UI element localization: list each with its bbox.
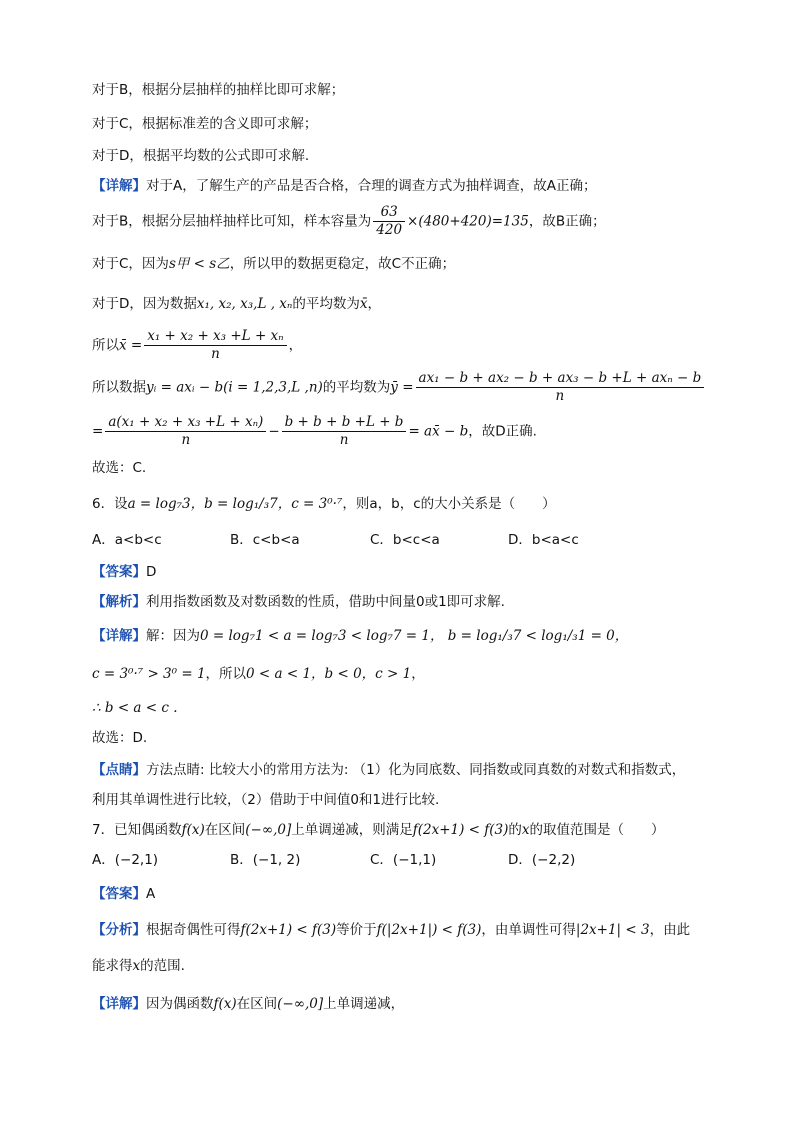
- math: f(|2x+1|) < f(3): [376, 922, 482, 938]
- text: 解：因为: [146, 628, 200, 644]
- math: =: [92, 423, 104, 440]
- math: ×(480+420)=135: [407, 213, 529, 230]
- text: 故选：C.: [92, 460, 147, 476]
- denominator: 420: [376, 222, 403, 238]
- fraction: [416, 370, 705, 405]
- text: 上单调递减，则满足: [291, 822, 413, 838]
- text-line: [92, 458, 146, 478]
- math: ȳ =: [390, 379, 414, 396]
- math: ∴ b < a < c .: [92, 700, 178, 716]
- numerator: 63: [373, 204, 405, 222]
- text: ，: [411, 666, 425, 682]
- answer-line: [92, 884, 155, 904]
- text-line: [92, 728, 147, 748]
- detail-tag: 【详解】: [92, 996, 146, 1012]
- option-a: A．(−2,1): [92, 852, 159, 868]
- text: 所以: [92, 337, 119, 354]
- fraction: [282, 414, 407, 449]
- math: a = log₇3，b = log₁/₃7，c = 3⁰·⁷: [127, 496, 343, 512]
- text: 对于D，根据平均数的公式即可求解.: [92, 148, 310, 164]
- math: = ax̄ − b: [408, 423, 469, 440]
- answer-tag: 【答案】: [92, 564, 146, 580]
- detail-line: [92, 626, 628, 646]
- option-a: A．a<b<c: [92, 532, 162, 548]
- text-line: [92, 80, 344, 100]
- text: 的平均数为: [292, 296, 360, 312]
- math: 0 < a < 1，b < 0，c > 1: [246, 666, 412, 682]
- analysis-tag: 【解析】: [92, 594, 146, 610]
- numerator: x₁ + x₂ + x₃ +L + xₙ: [144, 328, 286, 346]
- text: 故选：D.: [92, 730, 148, 746]
- text: 6．设: [92, 496, 128, 512]
- text: ，故D正确.: [468, 423, 537, 440]
- text: 的范围.: [140, 958, 185, 974]
- analysis-tag: 【分析】: [92, 922, 146, 938]
- text: 对于C，根据标准差的含义即可求解；: [92, 116, 318, 132]
- text: 对于C，因为: [92, 256, 169, 272]
- denominator: n: [555, 388, 565, 404]
- fraction: [144, 328, 286, 363]
- math: f(x): [213, 996, 237, 1012]
- math: yᵢ = axᵢ − b(i = 1,2,3,L ,n): [146, 379, 323, 396]
- numerator: b + b + b +L + b: [282, 414, 407, 432]
- detail-tag: 【详解】: [92, 178, 146, 194]
- text-line: [92, 114, 317, 134]
- text: D: [146, 564, 157, 580]
- math: (−∞,0]: [245, 822, 292, 838]
- text: ，由单调性可得: [481, 922, 576, 938]
- tip-tag: 【点睛】: [92, 762, 146, 778]
- numerator: ax₁ − b + ax₂ − b + ax₃ − b +L + axₙ − b: [416, 370, 705, 388]
- fraction: [105, 414, 266, 449]
- text: ，: [367, 296, 381, 312]
- math: x̄ =: [119, 337, 143, 354]
- math: x: [521, 822, 530, 838]
- text: 的平均数为: [322, 379, 391, 396]
- text: 的: [508, 822, 522, 838]
- text: A: [146, 886, 156, 902]
- denominator: n: [181, 432, 191, 448]
- text: 所以数据: [92, 379, 146, 396]
- option-b: B．(−1, 2): [230, 852, 301, 868]
- text: ，故B正确；: [528, 213, 606, 230]
- text: ，所以: [205, 666, 247, 682]
- option-c: C．(−1,1): [370, 852, 437, 868]
- math: x₁, x₂, x₃,L , xₙ: [196, 296, 293, 312]
- text-line: [92, 790, 439, 810]
- text-line: [92, 956, 185, 976]
- text: ，所以甲的数据更稳定，故C不正确；: [229, 256, 456, 272]
- math: x: [132, 958, 141, 974]
- text: 根据奇偶性可得: [146, 922, 241, 938]
- math: c = 3⁰·⁷ > 3⁰ = 1: [92, 666, 206, 682]
- text: 等价于: [336, 922, 377, 938]
- text: 的取值范围是（ ）: [529, 822, 665, 838]
- text: 对于B，根据分层抽样抽样比可知，样本容量为: [92, 213, 372, 230]
- text-line: [92, 698, 178, 718]
- detail-tag: 【详解】: [92, 628, 146, 644]
- denominator: n: [211, 346, 220, 362]
- text: 利用指数函数及对数函数的性质，借助中间量0或1即可求解.: [146, 594, 505, 610]
- math: −: [268, 423, 280, 440]
- fraction: [373, 204, 405, 239]
- detail-line: [92, 176, 596, 196]
- formula-line: [92, 370, 706, 405]
- math: (−∞,0]: [277, 996, 324, 1012]
- option-c: C．b<c<a: [370, 532, 440, 548]
- tip-line: [92, 760, 685, 780]
- option-d: D．b<a<c: [508, 532, 579, 548]
- math: f(2x+1) < f(3): [240, 922, 337, 938]
- numerator: a(x₁ + x₂ + x₃ +L + xₙ): [105, 414, 266, 432]
- question-7: [92, 820, 665, 840]
- text: 利用其单调性进行比较，（2）借助于中间值0和1进行比较.: [92, 792, 440, 808]
- formula-line: [92, 414, 537, 449]
- option-d: D．(−2,2): [508, 852, 576, 868]
- formula-line: [92, 328, 302, 363]
- text-line: [92, 146, 309, 166]
- text: 对于A，了解生产的产品是否合格，合理的调查方式为抽样调查，故A正确；: [146, 178, 597, 194]
- formula-line: [92, 204, 606, 239]
- text: ，: [288, 337, 303, 354]
- text: 因为偶函数: [146, 996, 214, 1012]
- denominator: n: [339, 432, 349, 448]
- text: ，则a，b，c的大小关系是（ ）: [342, 496, 556, 512]
- text-line: [92, 664, 425, 684]
- text: ，由此: [649, 922, 691, 938]
- detail-line: [92, 994, 404, 1014]
- text: 对于D，因为数据: [92, 296, 197, 312]
- text-line: [92, 254, 455, 274]
- text: 能求得: [92, 958, 133, 974]
- text: 在区间: [204, 822, 246, 838]
- answer-line: [92, 562, 156, 582]
- analysis-line: [92, 592, 505, 612]
- text-line: [92, 294, 381, 314]
- analysis-line: [92, 920, 690, 940]
- answer-tag: 【答案】: [92, 886, 146, 902]
- text: 上单调递减，: [323, 996, 405, 1012]
- text: 对于B，根据分层抽样的抽样比即可求解；: [92, 82, 345, 98]
- option-b: B．c<b<a: [230, 532, 300, 548]
- math: f(x): [181, 822, 205, 838]
- text: 7．已知偶函数: [92, 822, 182, 838]
- math: 0 = log₇1 < a = log₇3 < log₇7 = 1， b = log₁/₃7 < log₁/₃1 = 0，: [200, 628, 629, 644]
- math: f(2x+1) < f(3): [412, 822, 509, 838]
- question-6: [92, 494, 556, 514]
- math: |2x+1| < 3: [575, 922, 650, 938]
- text: 方法点睛: 比较大小的常用方法为: （1）化为同底数、同指数或同真数的对数式和指数式，: [146, 762, 686, 778]
- math: x̄: [359, 296, 368, 312]
- math: s甲 < s乙: [168, 256, 230, 272]
- text: 在区间: [236, 996, 278, 1012]
